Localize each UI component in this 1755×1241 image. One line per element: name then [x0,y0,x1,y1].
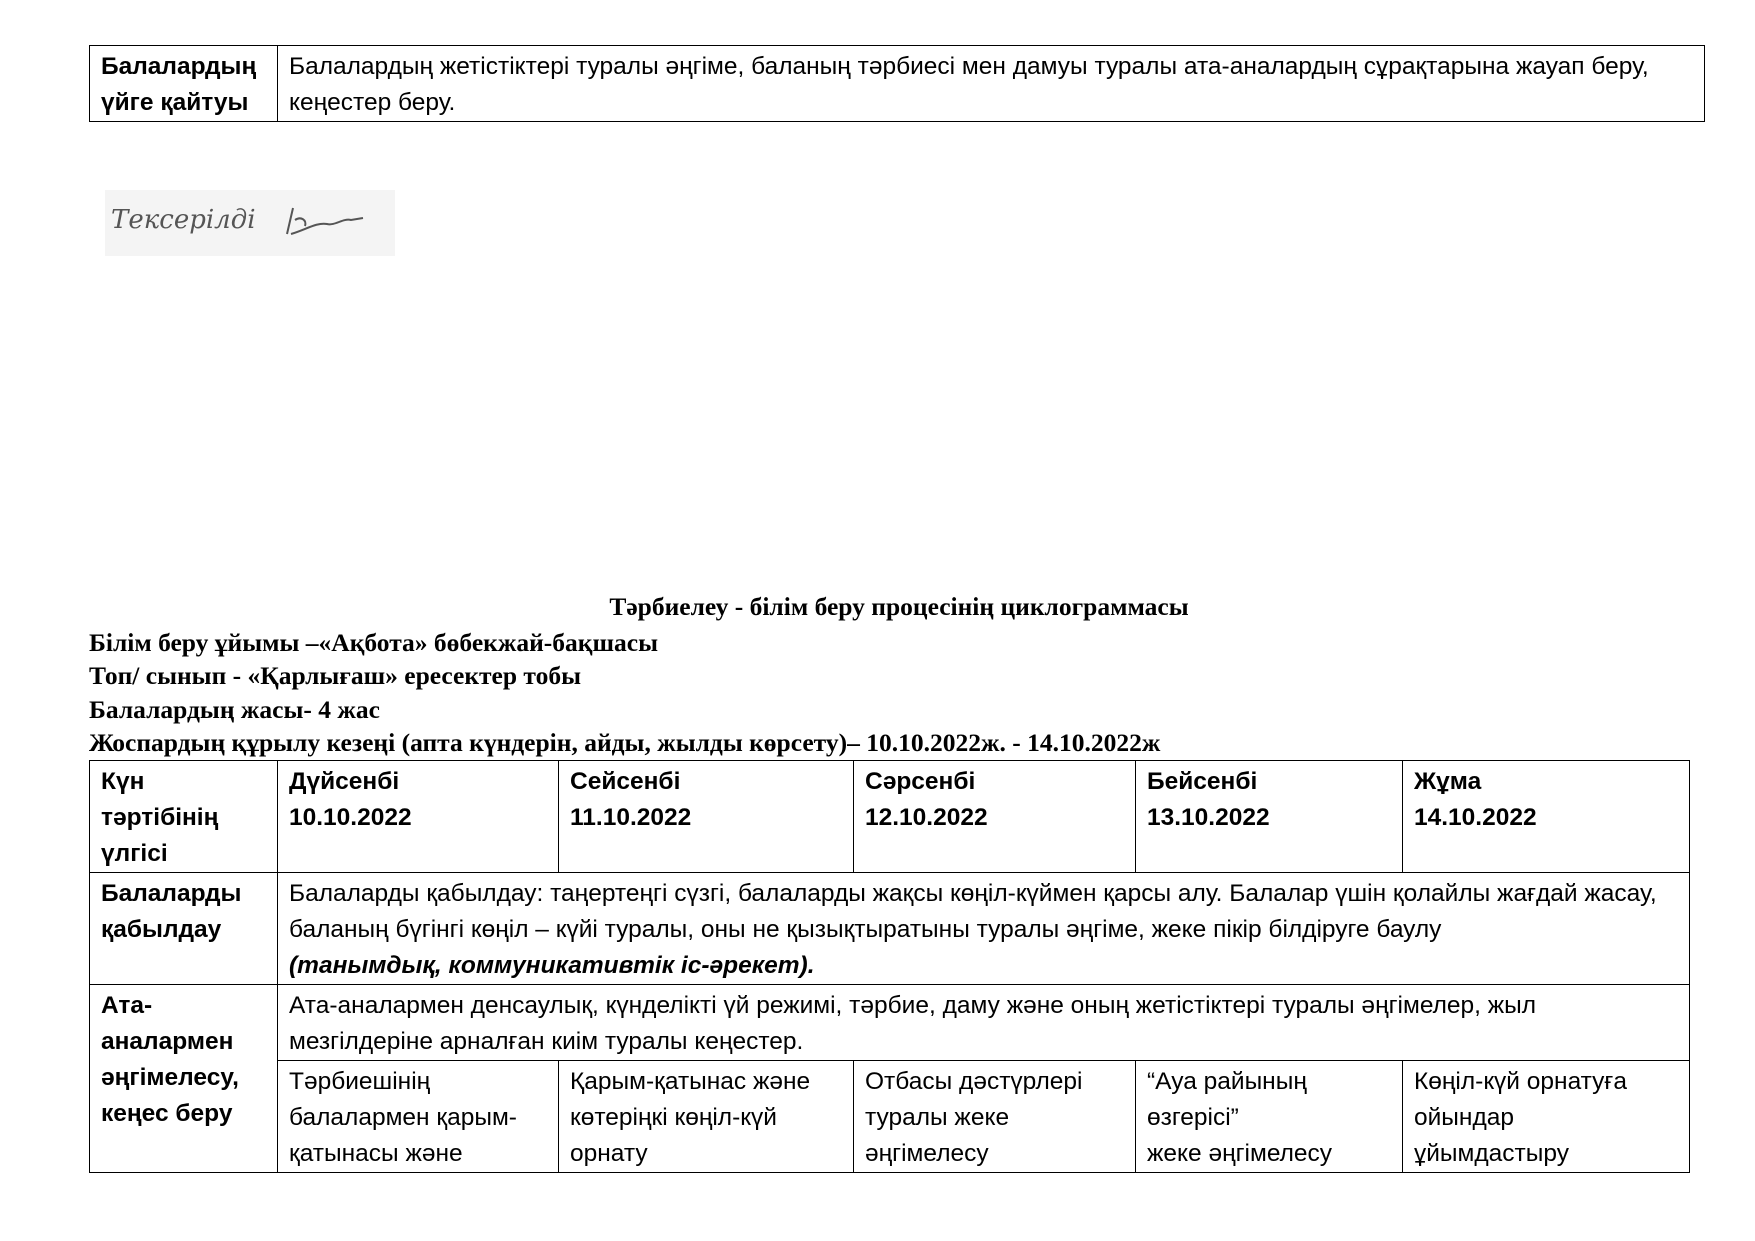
reception-activity: (танымдық, коммуникативтік іс-әрекет). [289,952,815,979]
day-date: 11.10.2022 [570,804,692,831]
day-date: 13.10.2022 [1147,804,1270,831]
parents-text: Ата-аналармен денсаулық, күнделікті үй режимі, тәрбие, даму және оның жетістіктері туралы әңгімелер, жыл мезгілдеріне арналған киім туралы кеңестер. [278,985,1690,1061]
signature-stamp [105,190,395,256]
schedule-table [89,760,1690,1173]
top-table [89,45,1705,122]
reception-text: Балаларды қабылдау: таңертеңгі сүзгі, балаларды жақсы көңіл-күймен қарсы алу. Балалар үшін қолайлы жағдай жасау, баланың бүгінгі көңіл – күйі туралы, оны не қызықтыратыны туралы әңгіме, жеке пікір білдіруге баулу [289,880,1657,943]
table-row [90,1061,1690,1173]
table-row [90,873,1690,985]
org-line: Білім беру ұйымы –«Ақбота» бөбекжай-бақшасы [89,628,658,657]
parents-day-cell: Көңіл-күй орнатуға ойындар ұйымдастыру [1403,1061,1690,1173]
day-date: 10.10.2022 [289,804,412,831]
parents-day-cell: Тәрбиешінің балалармен қарым-қатынасы және [278,1061,559,1173]
col-header-day [854,761,1136,873]
parents-day-cell: Отбасы дәстүрлері туралы жеке әңгімелесу [854,1061,1136,1173]
reception-text-cell [278,873,1690,985]
row-label-parents: Ата-аналармен әңгімелесу, кеңес беру [90,985,278,1173]
day-name: Сәрсенбі [865,768,976,795]
svg-text:Тексерілді: Тексерілді [111,205,256,235]
period-line: Жоспардың құрылу кезеңі (апта күндерін, айды, жылды көрсету)– 10.10.2022ж. - 14.10.2022ж [89,728,1161,757]
row-label-reception: Балаларды қабылдау [90,873,278,985]
parents-day-cell: “Ауа райының өзгерісі” жеке әңгімелесу [1136,1061,1403,1173]
day-name: Бейсенбі [1147,768,1258,795]
col-header-schedule: Күн тәртібінің үлгісі [90,761,278,873]
document-title: Тәрбиелеу - білім беру процесінің циклограммасы [609,592,1189,621]
table-row [90,46,1705,122]
col-header-day [278,761,559,873]
day-name: Сейсенбі [570,768,681,795]
group-line: Топ/ сынып - «Қарлығаш» ересектер тобы [89,661,582,690]
day-date: 12.10.2022 [865,804,988,831]
day-name: Дүйсенбі [289,768,400,795]
table-header-row [90,761,1690,873]
row-text: Балалардың жетістіктері туралы әңгіме, баланың тәрбиесі мен дамуы туралы ата-аналардың сұрақтарына жауап беру, кеңестер беру. [278,46,1705,122]
col-header-day [1403,761,1690,873]
day-date: 14.10.2022 [1414,804,1537,831]
table-row [90,985,1690,1061]
day-name: Жұма [1414,768,1482,795]
col-header-day [559,761,854,873]
age-line: Балалардың жасы- 4 жас [89,695,380,724]
row-label: Балалардың үйге қайтуы [90,46,278,122]
parents-day-cell: Қарым-қатынас және көтеріңкі көңіл-күй орнату [559,1061,854,1173]
col-header-day [1136,761,1403,873]
